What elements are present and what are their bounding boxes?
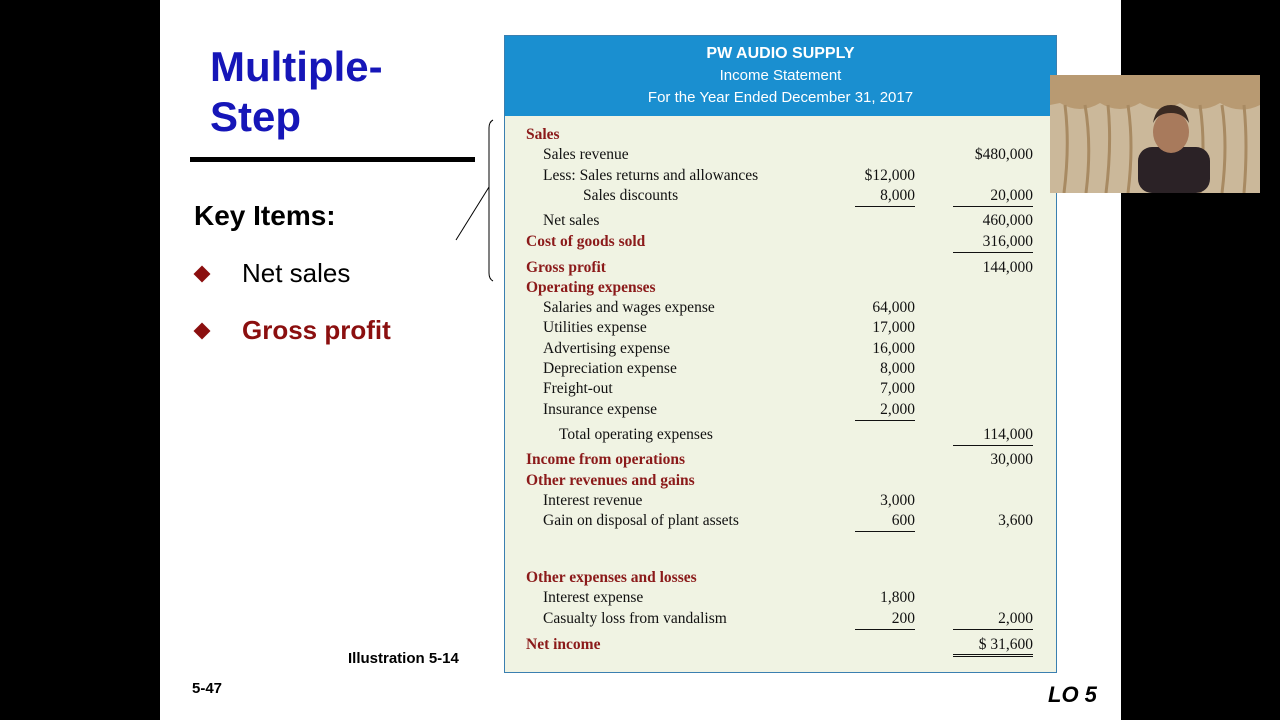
row-label: Other revenues and gains: [526, 472, 695, 489]
bullet-net-sales: [196, 258, 350, 289]
statement-row: [505, 167, 1056, 187]
row-label: Interest revenue: [543, 492, 643, 509]
row-amount: 1,800: [880, 589, 915, 606]
row-label: Gross profit: [526, 259, 606, 276]
learning-objective: LO 5: [1048, 682, 1097, 707]
row-total: 460,000: [982, 212, 1033, 229]
row-amount: 200: [855, 610, 915, 630]
row-total: 30,000: [990, 451, 1033, 468]
title-line-1: Multiple-: [210, 43, 383, 90]
row-total: 316,000: [953, 233, 1033, 253]
statement-row: [505, 589, 1056, 609]
statement-row: [505, 401, 1056, 421]
statement-row: [505, 233, 1056, 253]
row-total: 3,600: [998, 512, 1033, 529]
statement-row: [505, 492, 1056, 512]
row-total: 20,000: [953, 187, 1033, 207]
row-label: Utilities expense: [543, 319, 647, 336]
statement-row: [505, 126, 1056, 146]
row-total: 114,000: [953, 426, 1033, 446]
statement-row: [505, 610, 1056, 630]
bullet-text: Net sales: [242, 258, 351, 288]
statement-row: [505, 512, 1056, 532]
row-label: Other expenses and losses: [526, 569, 697, 586]
company-name: PW AUDIO SUPPLY: [706, 45, 855, 62]
statement-row: [505, 259, 1056, 279]
row-label: Net income: [526, 636, 601, 653]
row-amount: $12,000: [864, 167, 915, 184]
statement-row: [505, 299, 1056, 319]
row-label: Sales revenue: [543, 146, 629, 163]
row-label: Sales discounts: [583, 187, 679, 204]
statement-row: [505, 360, 1056, 380]
presenter-image: [1050, 75, 1260, 193]
statement-row: [505, 187, 1056, 207]
row-amount: 16,000: [872, 340, 915, 357]
statement-name: Income Statement: [719, 67, 842, 84]
row-amount: 64,000: [872, 299, 915, 316]
row-label: Net sales: [543, 212, 600, 229]
statement-row: [505, 451, 1056, 471]
statement-header: [505, 36, 1056, 116]
row-amount: 8,000: [880, 360, 915, 377]
callout-arrow: [456, 187, 489, 240]
row-amount: 7,000: [880, 380, 915, 397]
row-label: Freight-out: [543, 380, 613, 397]
statement-row: [505, 426, 1056, 446]
row-total: $480,000: [974, 146, 1033, 163]
statement-row: [505, 569, 1056, 589]
illustration-caption: Illustration 5-14: [348, 650, 459, 667]
income-statement: [504, 35, 1057, 673]
row-label: Sales: [526, 126, 560, 143]
row-label: Total operating expenses: [559, 426, 713, 443]
row-label: Income from operations: [526, 451, 685, 468]
title-line-2: Step: [210, 93, 302, 140]
title-underline: [190, 157, 475, 162]
diamond-bullet-icon: [194, 322, 211, 339]
statement-row: [505, 340, 1056, 360]
statement-row: [505, 212, 1056, 232]
statement-row: [505, 146, 1056, 166]
row-label: Insurance expense: [543, 401, 658, 418]
row-amount: 3,000: [880, 492, 915, 509]
row-label: Gain on disposal of plant assets: [543, 512, 739, 529]
row-amount: 17,000: [872, 319, 915, 336]
brace-icon: [489, 120, 493, 281]
row-amount: 600: [855, 512, 915, 532]
statement-row: [505, 472, 1056, 492]
row-label: Operating expenses: [526, 279, 656, 296]
row-label: Casualty loss from vandalism: [543, 610, 727, 627]
row-total: $ 31,600: [953, 636, 1033, 657]
row-total: 2,000: [953, 610, 1033, 630]
row-label: Less: Sales returns and allowances: [543, 167, 759, 184]
row-amount: 2,000: [855, 401, 915, 421]
webcam-video-overlay: [1050, 75, 1260, 193]
page-number: 5-47: [192, 680, 223, 697]
row-amount: 8,000: [855, 187, 915, 207]
bullet-text: Gross profit: [242, 315, 391, 345]
key-items-heading: Key Items:: [194, 200, 336, 231]
row-label: Salaries and wages expense: [543, 299, 715, 316]
row-label: Interest expense: [543, 589, 644, 606]
statement-row: [505, 636, 1056, 656]
row-total: 144,000: [982, 259, 1033, 276]
statement-row: [505, 279, 1056, 299]
statement-row: [505, 319, 1056, 339]
statement-row: [505, 380, 1056, 400]
statement-period: For the Year Ended December 31, 2017: [647, 89, 914, 106]
row-label: Advertising expense: [543, 340, 670, 357]
diamond-bullet-icon: [194, 265, 211, 282]
row-label: Cost of goods sold: [526, 233, 646, 250]
bullet-gross-profit: [196, 315, 391, 346]
row-label: Depreciation expense: [543, 360, 677, 377]
slide-title: [210, 42, 383, 142]
